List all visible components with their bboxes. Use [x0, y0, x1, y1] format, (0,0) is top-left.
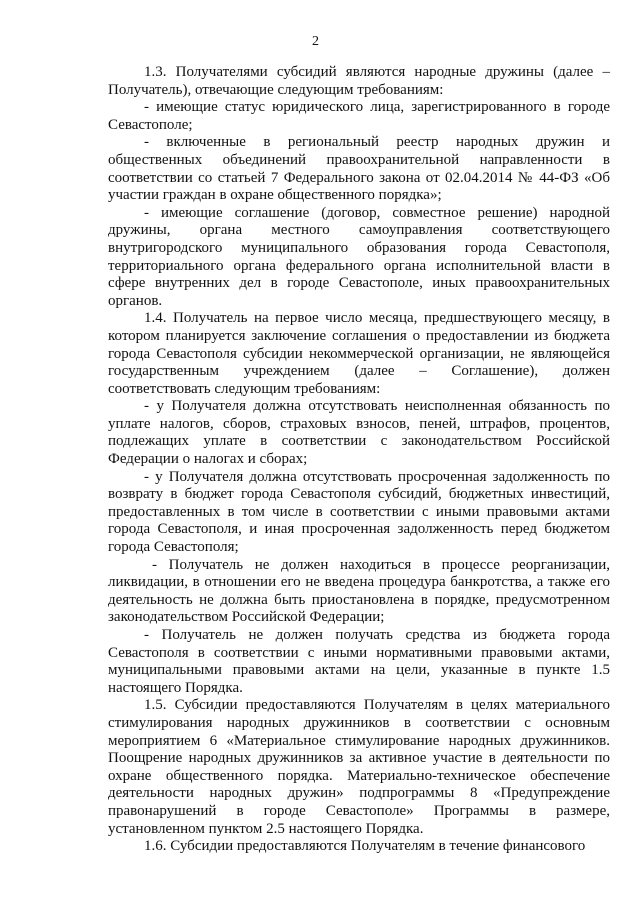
paragraph-1-4-item-debt: - у Получателя должна отсутствовать просроченная задолженность по возврату в бюджет города Севастополя субсидий, бюджетных инвестиций, предоставленных в том числе в соответствии с иными правовыми актами города Севастополя, и иная просроченная задолженность перед бюджетом города Севастополя; — [108, 468, 610, 556]
paragraph-1-3-item-agreement: - имеющие соглашение (договор, совместное решение) народной дружины, органа местного самоуправления соответствующего внутригородского муниципального образования города Севастополя, территориального органа федерального органа исполнительной власти в сфере внутренних дел в городе Севастополе, иных правоохранительных органов. — [108, 204, 610, 309]
page-number: 2 — [312, 34, 319, 49]
paragraph-1-3-item-legal-entity: - имеющие статус юридического лица, зарегистрированного в городе Севастополе; — [108, 99, 610, 133]
paragraph-1-3: 1.3. Получателями субсидий являются народные дружины (далее – Получатель), отвечающие следующим требованиям: — [108, 64, 610, 98]
paragraph-1-5: 1.5. Субсидии предоставляются Получателям в целях материального стимулирования народных дружинников в соответствии с основным мероприятием 6 «Материальное стимулирование народных дружинников. Поощрение народных дружинников за активное участие в деятельности по охране общественного порядка. Материально-техническое обеспечение деятельности народных дружин» подпрограммы 8 «Предупреждение правонарушений в городе Севастополе» Программы в размере, установленном пунктом 2.5 настоящего Порядка. — [108, 697, 610, 837]
paragraph-1-4-item-reorganization: - Получатель не должен находиться в процессе реорганизации, ликвидации, в отношении его не введена процедура банкротства, а также его деятельность не должна быть приостановлена в порядке, предусмотренном законодательством Российской Федерации; — [108, 556, 610, 626]
paragraph-1-4-item-other-funds: - Получатель не должен получать средства из бюджета города Севастополя в соответствии с иными нормативными правовыми актами, муниципальными правовыми актами на цели, указанные в пункте 1.5 настоящего Порядка. — [108, 627, 610, 696]
document-body — [108, 64, 610, 856]
paragraph-1-4-item-taxes: - у Получателя должна отсутствовать неисполненная обязанность по уплате налогов, сборов, страховых взносов, пеней, штрафов, процентов, подлежащих уплате в соответствии с законодательством Российской Федерации о налогах и сборах; — [108, 398, 610, 468]
paragraph-1-6: 1.6. Субсидии предоставляются Получателям в течение финансового — [144, 838, 586, 855]
paragraph-1-3-item-registry: - включенные в региональный реестр народных дружин и общественных объединений правоохранительной направленности в соответствии со статьей 7 Федерального закона от 02.04.2014 № 44-ФЗ «Об участии граждан в охране общественного порядка»; — [108, 134, 610, 204]
paragraph-1-4: 1.4. Получатель на первое число месяца, предшествующего месяцу, в котором планируется заключение соглашения о предоставлении из бюджета города Севастополя субсидии некоммерческой организации, не являющейся государственным учреждением (далее – Соглашение), должен соответствовать следующим требованиям: — [108, 310, 610, 397]
